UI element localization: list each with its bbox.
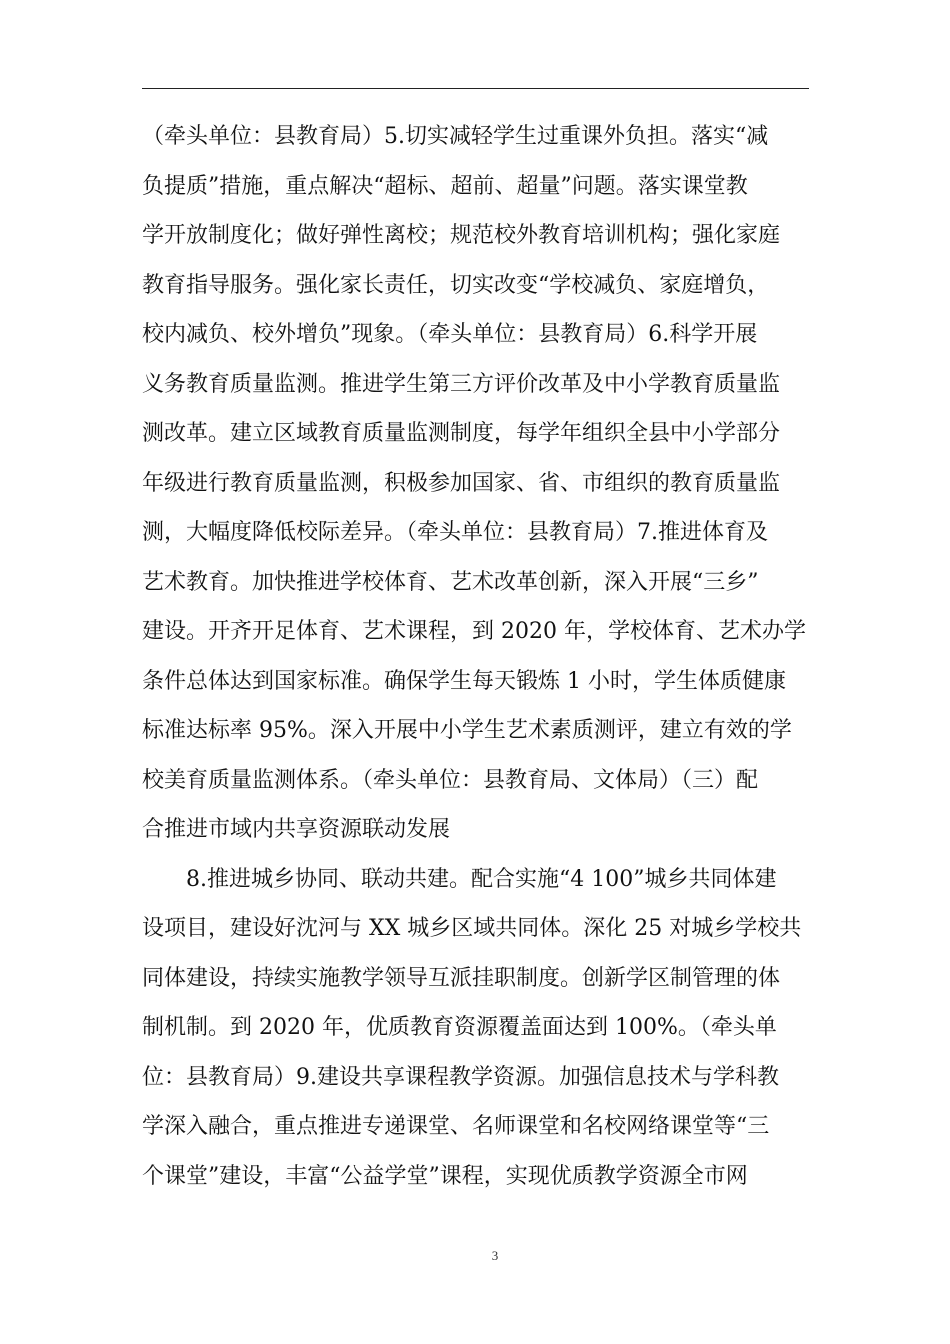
text-line: 条件总体达到国家标准。确保学生每天锻炼 1 小时，学生体质健康: [142, 668, 786, 694]
text-line: 测改革。建立区域教育质量监测制度，每学年组织全县中小学部分: [142, 421, 781, 446]
text-line: 学深入融合，重点推进专递课堂、名师课堂和名校网络课堂等“三: [142, 1114, 770, 1139]
header-rule: [142, 88, 809, 89]
text-line: 负提质”措施，重点解决“超标、超前、超量”问题。落实课堂教: [142, 173, 748, 199]
body-text: [142, 112, 809, 1201]
text-line: 同体建设，持续实施教学领导互派挂职制度。创新学区制管理的体: [142, 965, 781, 991]
text-line: 位：县教育局）9.建设共享课程教学资源。加强信息技术与学科教: [142, 1064, 779, 1090]
text-line: 建设。开齐开足体育、艺术课程，到 2020 年，学校体育、艺术办学: [142, 619, 806, 644]
text-line: 合推进市域内共享资源联动发展: [142, 817, 451, 842]
text-line: 校美育质量监测体系。（牵头单位：县教育局、文体局）（三）配: [142, 767, 759, 793]
text-line: （牵头单位：县教育局）5.切实减轻学生过重课外负担。落实“减: [142, 124, 769, 149]
text-line: 测，大幅度降低校际差异。（牵头单位：县教育局）7.推进体育及: [142, 520, 768, 545]
text-line: 标准达标率 95%。深入开展中小学生艺术素质测评，建立有效的学: [142, 718, 792, 743]
text-line: 校内减负、校外增负”现象。（牵头单位：县教育局）6.科学开展: [142, 322, 758, 347]
text-line: 制机制。到 2020 年，优质教育资源覆盖面达到 100%。（牵头单: [142, 1015, 777, 1040]
text-line: 个课堂”建设，丰富“公益学堂”课程，实现优质教学资源全市网: [142, 1163, 748, 1189]
text-line: 年级进行教育质量监测，积极参加国家、省、市组织的教育质量监: [142, 470, 781, 496]
text-line: 义务教育质量监测。推进学生第三方评价改革及中小学教育质量监: [142, 371, 781, 397]
text-line: 设项目，建设好沈河与 XX 城乡区域共同体。深化 25 对城乡学校共: [142, 916, 802, 941]
text-line: 学开放制度化；做好弹性离校；规范校外教育培训机构；强化家庭: [142, 223, 781, 248]
text-line: 8.推进城乡协同、联动共建。配合实施“4 100”城乡共同体建: [142, 866, 777, 892]
text-line: 教育指导服务。强化家长责任，切实改变“学校减负、家庭增负，: [142, 272, 770, 298]
text-line: 艺术教育。加快推进学校体育、艺术改革创新，深入开展“三乡”: [142, 569, 759, 595]
page-number: 3: [491, 1248, 499, 1263]
